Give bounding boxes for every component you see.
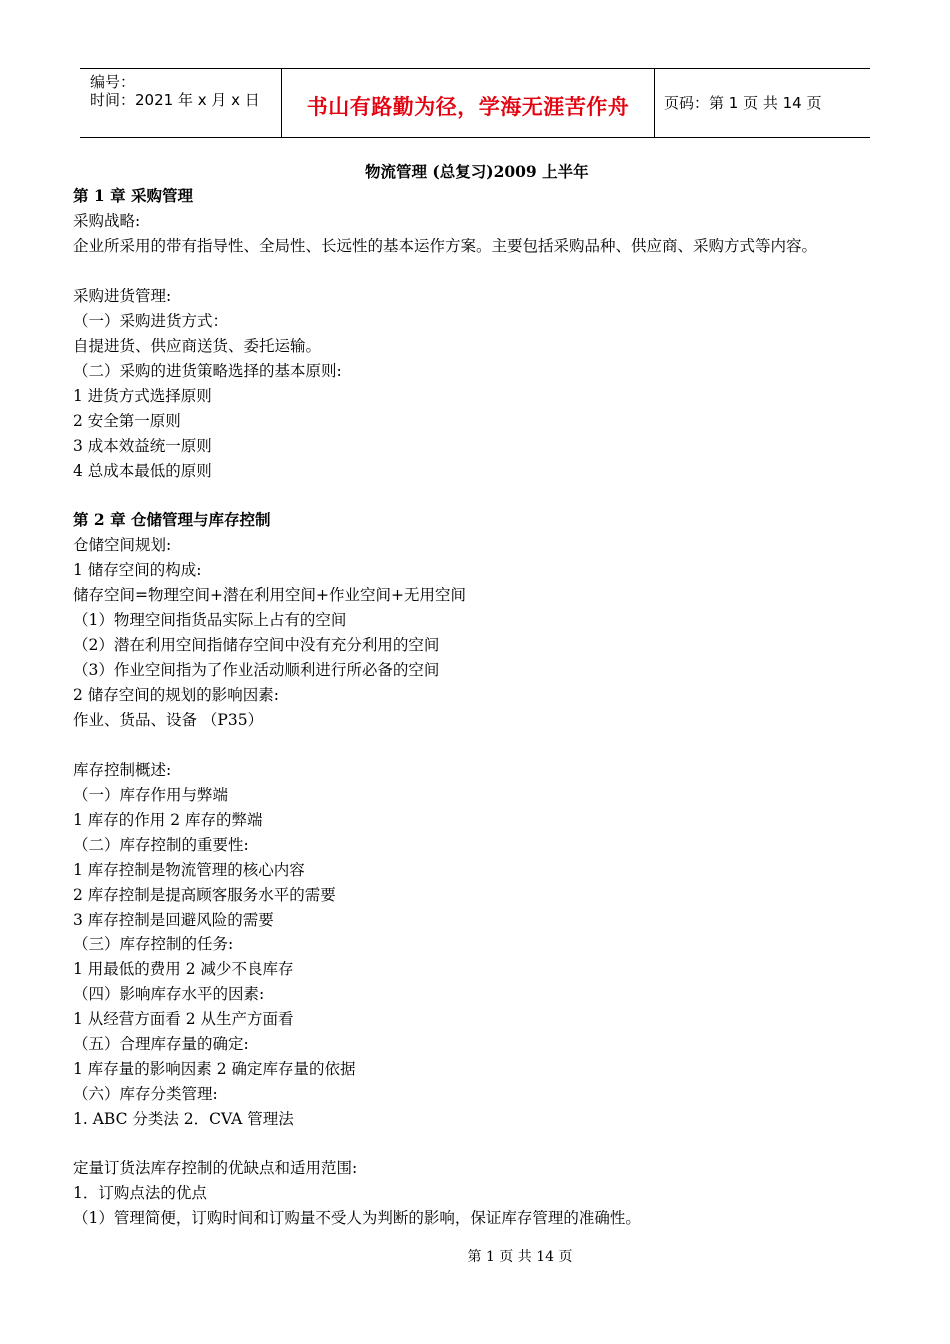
text-line: 储存空间=物理空间+潜在利用空间+作业空间+无用空间 [73,586,466,604]
text-line: （六）库存分类管理: [73,1085,218,1103]
list-item: 1 库存量的影响因素 2 确定库存量的依据 [73,1060,356,1078]
text-line: 库存控制概述: [73,761,172,779]
list-item: （1）物理空间指货品实际上占有的空间 [73,611,347,629]
page-header-table [80,68,870,138]
text-line: 自提进货、供应商送货、委托运输。 [73,337,322,355]
header-meta-cell [80,69,280,137]
page-footer: 第 1 页 共 14 页 [467,1249,573,1265]
document-number-label: 编号： [90,73,136,91]
list-item: 1 进货方式选择原则 [73,387,212,405]
text-line: 作业、货品、设备 （P35） [73,711,264,729]
chapter-1-heading: 第 1 章 采购管理 [73,186,193,205]
text-line: 2 储存空间的规划的影响因素: [73,686,280,704]
text-line: （一）库存作用与弊端 [73,786,229,804]
text-line: 采购进货管理: [73,287,172,305]
header-motto-cell [281,69,655,137]
text-line: 仓储空间规划: [73,536,172,554]
chapter-2-heading: 第 2 章 仓储管理与库存控制 [73,510,271,529]
header-page-number: 页码：第 1 页 共 14 页 [664,94,822,112]
text-line: （二）库存控制的重要性: [73,836,249,854]
text-line: （三）库存控制的任务: [73,935,234,953]
text-line: 1 储存空间的构成: [73,561,202,579]
text-line: （1）管理简便，订购时间和订购量不受人为判断的影响，保证库存管理的准确性。 [73,1209,641,1227]
text-line: （五）合理库存量的确定: [73,1035,249,1053]
list-item: 1 库存的作用 2 库存的弊端 [73,811,263,829]
text-line: （二）采购的进货策略选择的基本原则: [73,362,342,380]
list-item: 1 用最低的费用 2 减少不良库存 [73,960,294,978]
text-line: 1．订购点法的优点 [73,1184,207,1202]
document-time-label: 时间：2021 年 x 月 x 日 [90,91,260,109]
list-item: （2）潜在利用空间指储存空间中没有充分利用的空间 [73,636,440,654]
text-line: （四）影响库存水平的因素: [73,985,265,1003]
text-line: 定量订货法库存控制的优缺点和适用范围: [73,1159,358,1177]
list-item: 1. ABC 分类法 2．CVA 管理法 [73,1110,294,1128]
text-line: （一）采购进货方式： [73,312,229,330]
list-item: 1 库存控制是物流管理的核心内容 [73,861,305,879]
list-item: （3）作业空间指为了作业活动顺利进行所必备的空间 [73,661,440,679]
list-item: 2 库存控制是提高顾客服务水平的需要 [73,886,336,904]
list-item: 2 安全第一原则 [73,412,181,430]
header-page-cell [654,69,870,137]
text-line: 采购战略: [73,212,141,230]
header-motto: 书山有路勤为径，学海无涯苦作舟 [306,95,630,119]
list-item: 1 从经营方面看 2 从生产方面看 [73,1010,294,1028]
document-title: 物流管理 (总复习)2009 上半年 [365,162,589,181]
list-item: 3 库存控制是回避风险的需要 [73,911,274,929]
list-item: 3 成本效益统一原则 [73,437,212,455]
text-line: 企业所采用的带有指导性、全局性、长远性的基本运作方案。主要包括采购品种、供应商、采购方式等内容。 [73,237,818,255]
list-item: 4 总成本最低的原则 [73,462,212,480]
